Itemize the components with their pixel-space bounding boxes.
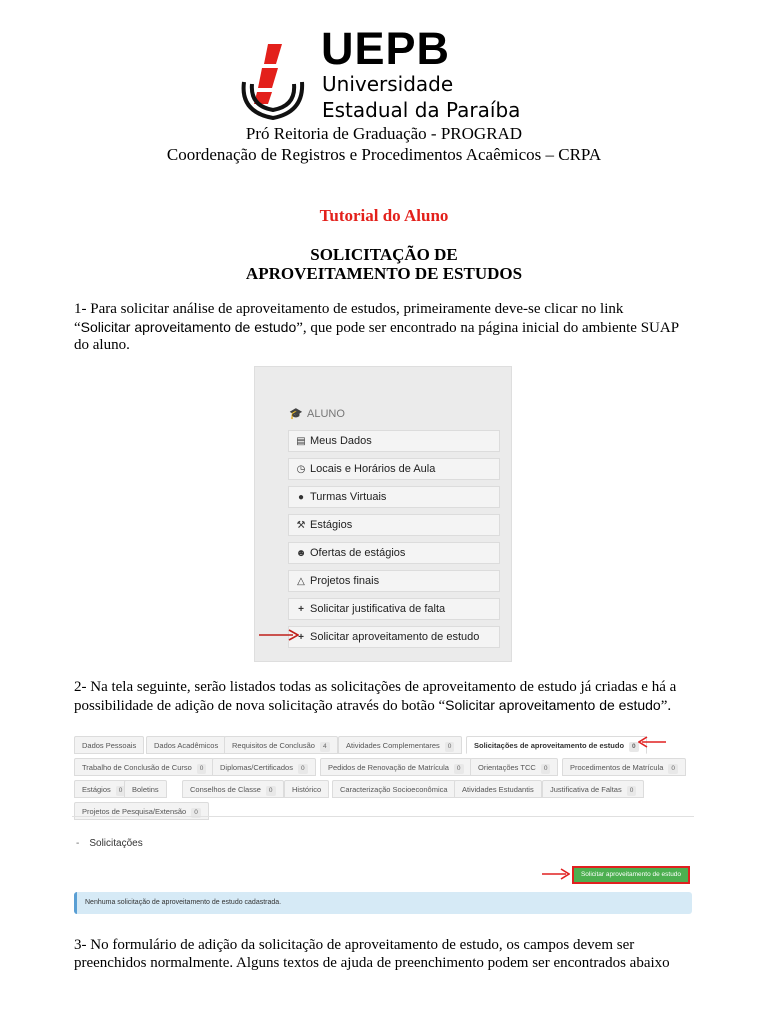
tabs-divider xyxy=(72,816,694,817)
org-line2: Coordenação de Registros e Procedimentos Acaêmicos – CRPA xyxy=(166,145,602,164)
id-card-icon: ▤ xyxy=(296,436,306,447)
tab-tcc[interactable]: Trabalho de Conclusão de Curso 0 xyxy=(74,758,214,776)
tutorial-label: Tutorial do Aluno xyxy=(319,206,449,225)
tab-count: 0 xyxy=(629,742,639,752)
suap-tabs-screenshot xyxy=(72,726,694,921)
menu-item-estagios[interactable]: ⚒ Estágios xyxy=(288,514,500,536)
red-arrow-icon xyxy=(542,868,570,880)
org-line1: Pró Reitoria de Graduação - PROGRAD xyxy=(245,124,523,143)
menu-item-meus-dados[interactable]: ▤ Meus Dados xyxy=(288,430,500,452)
tab-count: 0 xyxy=(298,764,308,774)
red-arrow-icon xyxy=(259,629,299,641)
users-icon: ☻ xyxy=(295,548,307,559)
suap-menu-screenshot xyxy=(254,366,512,662)
step1-line3: do aluno. xyxy=(74,337,130,353)
menu-item-locais-horarios[interactable]: ◷ Locais e Horários de Aula xyxy=(288,458,500,480)
section-title: - Solicitações xyxy=(76,838,143,849)
menu-item-turmas-virtuais[interactable]: ● Turmas Virtuais xyxy=(288,486,500,508)
tab-atividades-complementares[interactable]: Atividades Complementares 0 xyxy=(338,736,462,754)
flask-icon: △ xyxy=(297,576,305,587)
solicitar-aproveitamento-button[interactable]: Solicitar aproveitamento de estudo xyxy=(572,866,690,884)
menu-item-aproveitamento-estudo[interactable]: + Solicitar aproveitamento de estudo xyxy=(288,626,500,648)
tab-count: 0 xyxy=(191,808,201,818)
tab-diplomas[interactable]: Diplomas/Certificados 0 xyxy=(212,758,316,776)
tab-orientacoes-tcc[interactable]: Orientações TCC 0 xyxy=(470,758,558,776)
tab-count: 0 xyxy=(266,786,276,796)
tab-boletins[interactable]: Boletins xyxy=(124,780,167,798)
menu-heading: 🎓 ALUNO xyxy=(289,408,345,420)
menu-item-projetos-finais[interactable]: △ Projetos finais xyxy=(288,570,500,592)
tab-justificativa-faltas[interactable]: Justificativa de Faltas 0 xyxy=(542,780,644,798)
tab-dados-academicos[interactable]: Dados Acadêmicos xyxy=(146,736,226,754)
step3-line2: preenchidos normalmente. Alguns textos de ajuda de preenchimento podem ser encontrados abaixo xyxy=(74,955,670,971)
menu-item-justificativa-falta[interactable]: + Solicitar justificativa de falta xyxy=(288,598,500,620)
step3-line1: 3- No formulário de adição da solicitação de aproveitamento de estudo, os campos devem ser xyxy=(74,937,635,953)
tab-count: 0 xyxy=(116,786,126,796)
uepb-logo-mark-icon xyxy=(238,42,308,122)
tab-procedimentos-matricula[interactable]: Procedimentos de Matrícula 0 xyxy=(562,758,686,776)
logo-subtitle-line2: Estadual da Paraíba xyxy=(322,98,521,122)
step2-link-text: Solicitar aproveitamento de estudo xyxy=(445,697,661,713)
tab-estagios[interactable]: Estágios 0 xyxy=(74,780,133,798)
tab-requisitos-conclusao[interactable]: Requisitos de Conclusão 4 xyxy=(224,736,338,754)
tab-caracterizacao[interactable]: Caracterização Socioeconômica xyxy=(332,780,456,798)
section-collapse-toggle[interactable]: - xyxy=(76,838,80,849)
clock-icon: ◷ xyxy=(296,464,306,475)
menu-item-ofertas-estagios[interactable]: ☻ Ofertas de estágios xyxy=(288,542,500,564)
step1-line1: 1- Para solicitar análise de aproveitamento de estudos, primeiramente deve-se clicar no link xyxy=(74,301,624,317)
tab-conselhos-classe[interactable]: Conselhos de Classe 0 xyxy=(182,780,284,798)
tab-renovacao-matricula[interactable]: Pedidos de Renovação de Matrícula 0 xyxy=(320,758,472,776)
logo-subtitle-line1: Universidade xyxy=(322,72,454,96)
tab-count: 0 xyxy=(627,786,637,796)
tab-count: 0 xyxy=(445,742,455,752)
tab-count: 0 xyxy=(541,764,551,774)
plus-icon: + xyxy=(298,632,304,643)
step1-line2: “Solicitar aproveitamento de estudo”, que pode ser encontrado na página inicial do ambiente SUAP xyxy=(74,319,680,336)
tab-count: 0 xyxy=(197,764,207,774)
tab-count: 0 xyxy=(454,764,464,774)
empty-state-alert: Nenhuma solicitação de aproveitamento de estudo cadastrada. xyxy=(74,892,692,914)
wrench-icon: ⚒ xyxy=(296,520,306,531)
doc-title-line2: APROVEITAMENTO DE ESTUDOS xyxy=(245,264,523,283)
doc-title-line1: SOLICITAÇÃO DE xyxy=(310,245,458,264)
plus-icon: + xyxy=(298,604,304,615)
tab-projetos-pesquisa[interactable]: Projetos de Pesquisa/Extensão 0 xyxy=(74,802,209,820)
tab-historico[interactable]: Histórico xyxy=(284,780,329,798)
tab-count: 0 xyxy=(668,764,678,774)
graduation-cap-icon: 🎓 xyxy=(289,408,303,420)
logo-title: UEPB xyxy=(321,23,451,74)
tab-atividades-estudantis[interactable]: Atividades Estudantis xyxy=(454,780,542,798)
step2-line2: possibilidade de adição de nova solicitação através do botão “Solicitar aproveitamento de estudo”. xyxy=(74,697,672,714)
step1-link-text: Solicitar aproveitamento de estudo xyxy=(80,319,297,335)
tab-dados-pessoais[interactable]: Dados Pessoais xyxy=(74,736,144,754)
globe-icon: ● xyxy=(297,492,305,503)
tab-solicitacoes-aproveitamento[interactable]: Solicitações de aproveitamento de estudo 0 xyxy=(466,736,647,754)
red-arrow-left-icon xyxy=(638,736,666,748)
step2-line1: 2- Na tela seguinte, serão listados todas as solicitações de aproveitamento de estudo já criadas e há a xyxy=(74,679,677,695)
tab-count: 4 xyxy=(320,742,330,752)
